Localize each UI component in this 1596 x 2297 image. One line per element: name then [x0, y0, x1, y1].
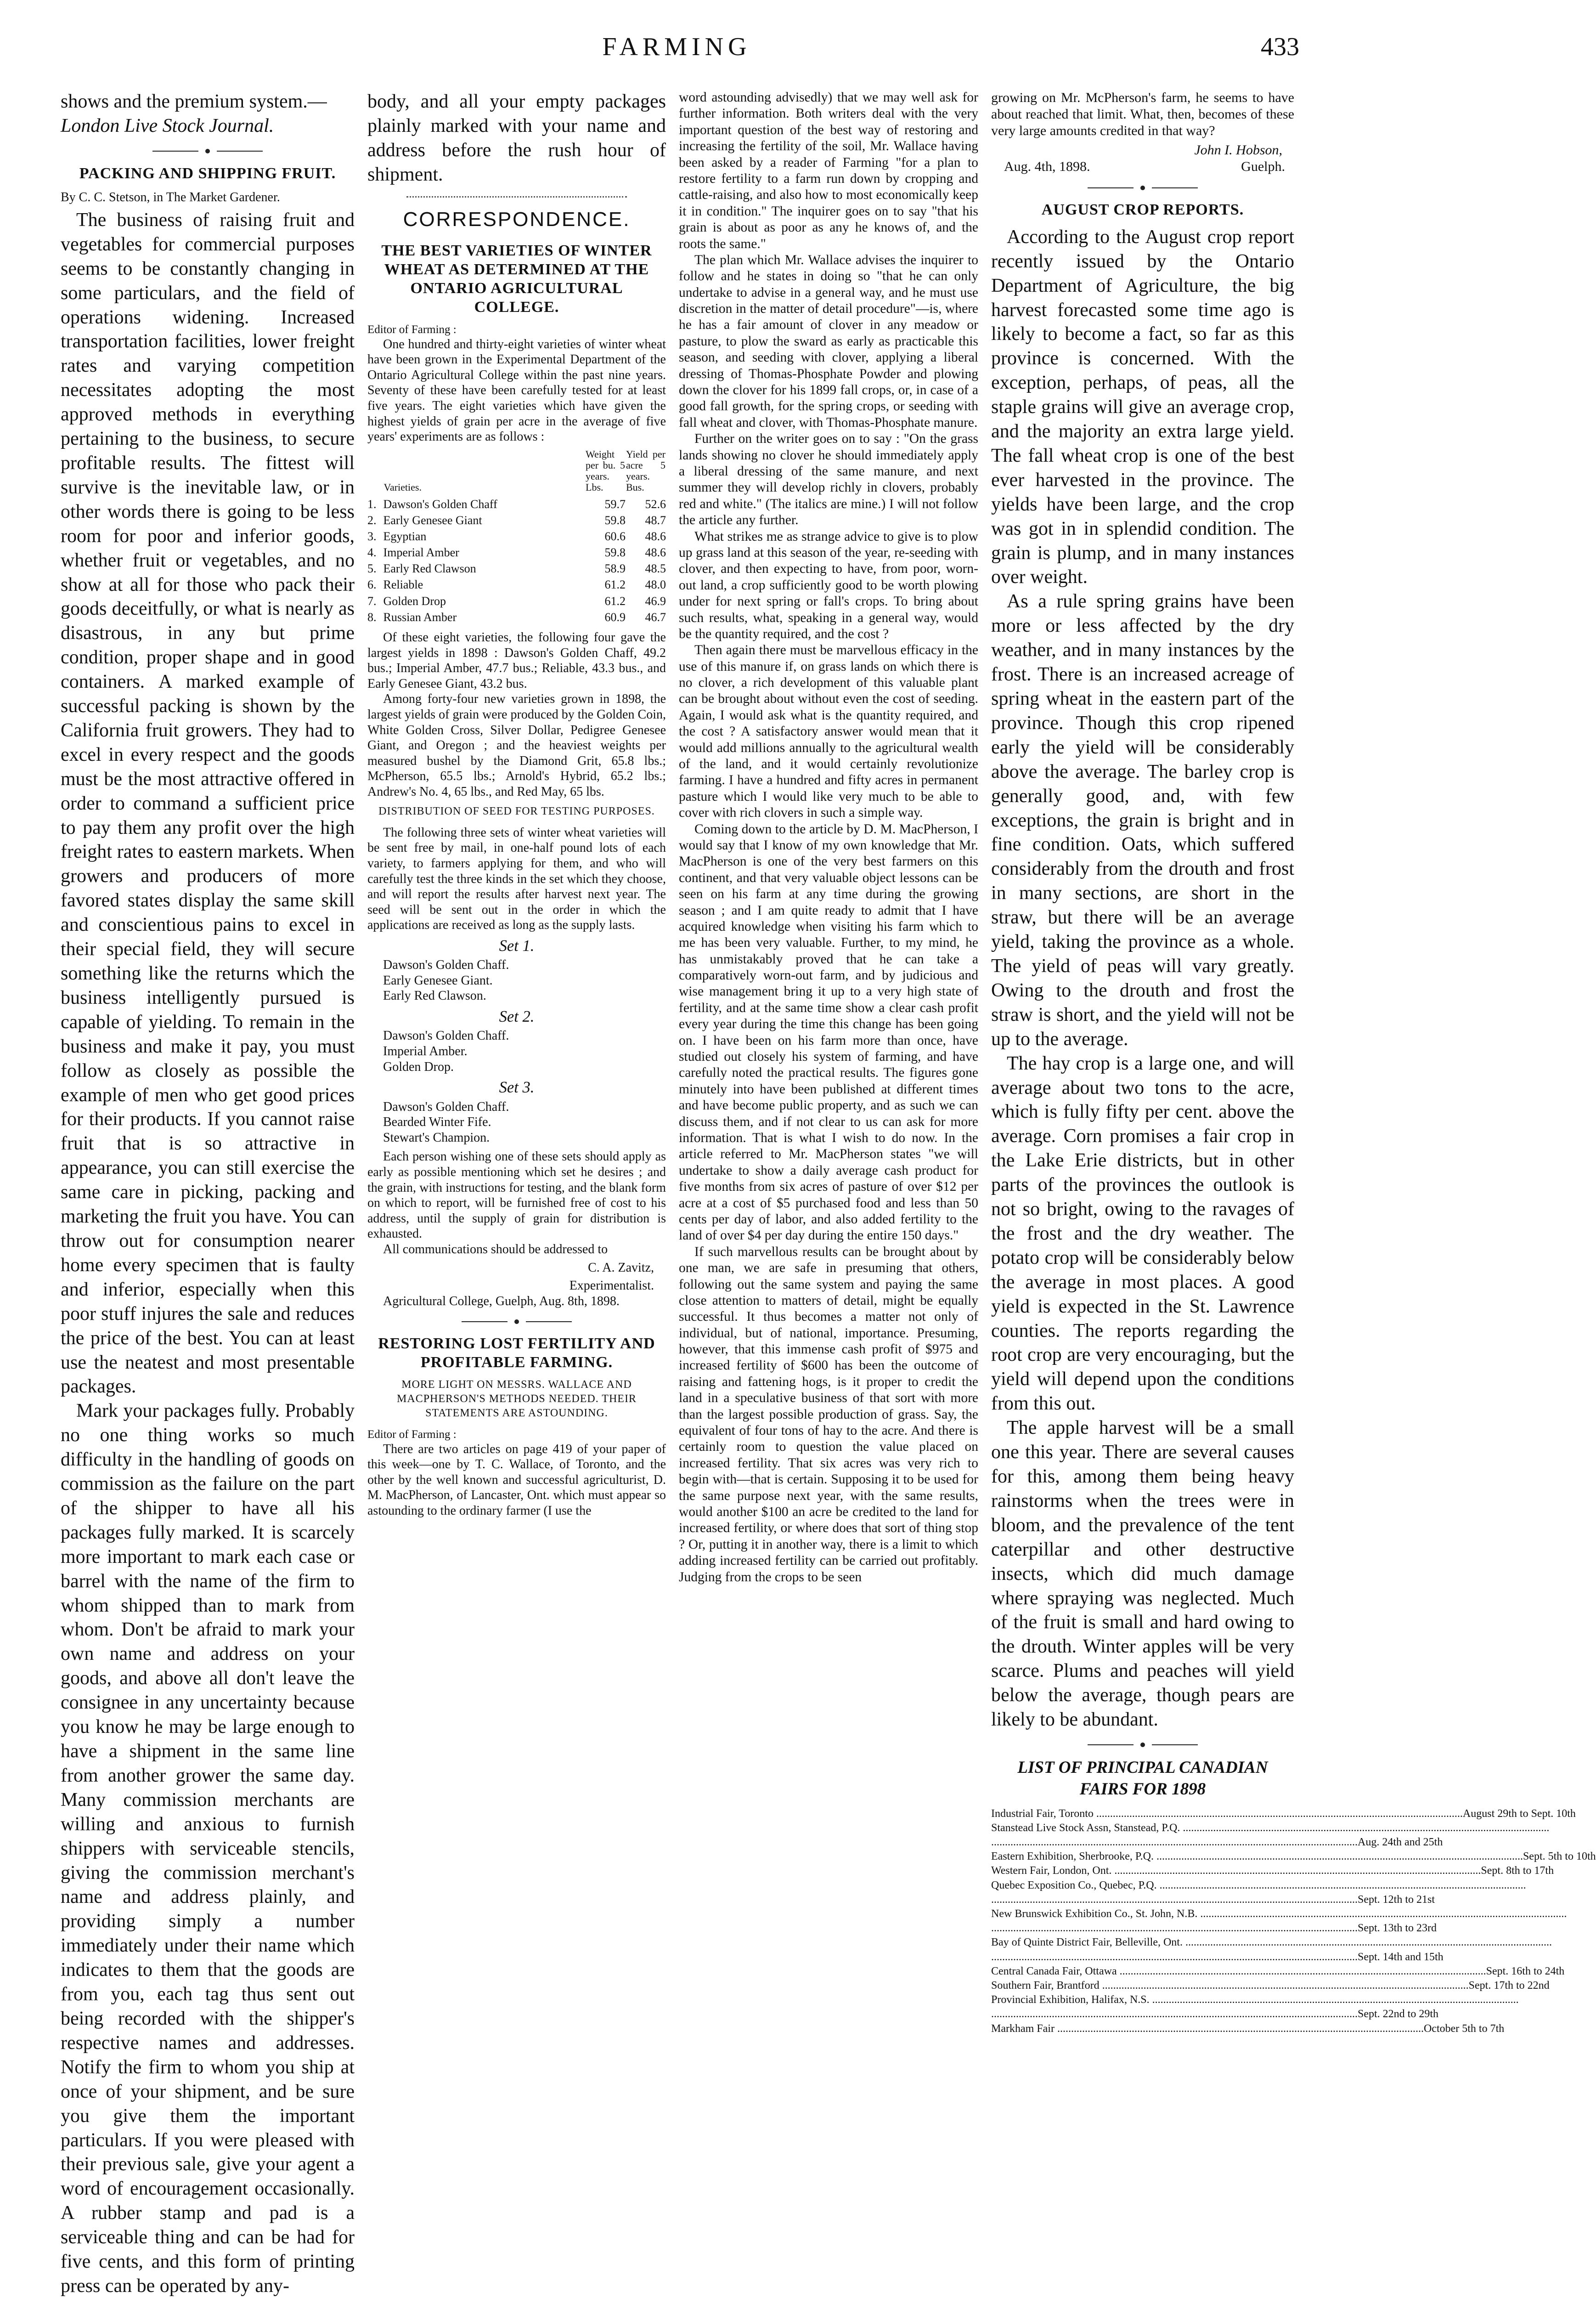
- list-item: [991, 1807, 1576, 1821]
- crop-report-body: [991, 225, 1294, 1732]
- table-row: [367, 512, 666, 528]
- column-3: [679, 90, 978, 1719]
- table-row: [367, 560, 666, 577]
- set-item: Dawson's Golden Chaff.: [383, 1029, 509, 1043]
- table-cell: 48.5: [645, 562, 666, 576]
- article-subtitle: MORE LIGHT ON MESSRS. WALLACE AND MACPHERSON'S METHODS NEEDED. THEIR STATEMENTS ARE ASTOUNDING.: [397, 1378, 637, 1420]
- fair-name: [991, 2007, 1358, 2021]
- table-cell: 48.7: [645, 513, 666, 527]
- intro-line: shows and the premium system.—: [61, 91, 327, 112]
- table-row: [367, 544, 666, 560]
- table-header: Yield per acre 5 years. Bus.: [626, 448, 665, 493]
- list-item: [991, 2007, 1439, 2021]
- fair-name: Quebec Exposition Co., Quebec, P.Q. .....: [991, 1878, 1526, 1893]
- article-paragraph: Of these eight varieties, the following four gave the largest yields in 1898 : Dawson's Golden Chaff, 49.2 bus.; Imperial Amber, 47.7 bus.; Reliable, 43.3 bus., and Early Genesee Giant, 43.2 bus.: [367, 630, 666, 691]
- signature-place: Guelph.: [1241, 159, 1285, 174]
- table-cell: 61.2: [604, 594, 626, 608]
- article-paragraph: Among forty-four new varieties grown in 1898, the largest yields of grain were produced by the Golden Coin, White Golden Cross, Silver Dollar, Pedigree Genesee Giant, and Oregon ; and the heaviest weights per measured bushel by the Diamond Grit, 65.8 lbs.; McPherson, 65.5 lbs.; Arnold's Hybrid, 65.2 lbs.; Andrew's No. 4, 65 lbs., and Red May, 65 lbs.: [367, 692, 666, 799]
- running-head: [0, 32, 1353, 69]
- table-cell: Imperial Amber: [383, 546, 459, 560]
- section-ornament: [1088, 185, 1198, 191]
- table-row: [367, 577, 666, 593]
- article-paragraph: There are two articles on page 419 of your paper of this week—one by T. C. Wallace, of Toronto, and the other by the well known and successful agriculturist, D. M. MacPherson, of Lancaster, Ont. which must appear so astounding to the ordinary farmer (I use the: [367, 1442, 666, 1518]
- list-item: [991, 1821, 1294, 1835]
- fair-name: Provincial Exhibition, Halifax, N.S. .....: [991, 1993, 1519, 2007]
- fair-name: Western Fair, London, Ont. .....: [991, 1864, 1481, 1878]
- table-cell: Russian Amber: [383, 610, 457, 624]
- table-row: [367, 609, 666, 625]
- signature-title: Experimentalist.: [569, 1279, 654, 1293]
- list-item: [991, 1935, 1294, 1950]
- article-paragraph: The business of raising fruit and vegetables for commercial purposes seems to be constantly changing in some particulars, and the field of operations widening. Increased transportation facilities, lower freight rates and varying competition necessitates adopting the most approved methods in everything pertaining to the business, to secure profitable results. The fittest will survive is the inevitable law, or in other words there is going to be less room for poor and inferior goods, whether fruit or vegetables, and no show at all for those who pack their goods deceitfully, or what is nearly as disastrous, in any but prime condition, proper shape and in good containers. A marked example of successful packing is shown by the California fruit growers. They had to excel in every respect and the goods must be the most attractive offered in order to command a sufficient price to pay them any profit over the high freight rates to eastern markets. When growers and producers of more favored states display the same skill and conscientious pains to excel in their special field, they will secure something like the returns which the business intelligently pursued is capable of yielding. To remain in the business and make it pay, you must follow as closely as possible the example of men who get good prices for their products. If you cannot raise fruit that is so attractive in appearance, you can still exercise the same care in picking, packing and marketing the fruit you have. You can throw out for consumption nearer home every specimen that is faulty and inferior, especially when this poor stuff injures the sale and reduces the price of the best. You can at least use the neatest and most presentable packages.: [61, 209, 355, 1397]
- list-item: [991, 1835, 1443, 1850]
- set-item: Bearded Winter Fife.: [383, 1115, 491, 1130]
- table-cell: 48.6: [645, 546, 666, 560]
- fair-dates: Sept. 13th to 23rd: [1358, 1922, 1437, 1935]
- table-cell: 5.: [367, 562, 377, 576]
- fair-name: [991, 1835, 1358, 1850]
- table-cell: 60.9: [604, 610, 626, 624]
- fair-name: [991, 1950, 1358, 1964]
- table-row: [367, 528, 666, 544]
- table-cell: 8.: [367, 610, 377, 624]
- fair-name: Markham Fair .....: [991, 2022, 1424, 2036]
- article-paragraph: Mark your packages fully. Probably no one thing works so much difficulty in the handling of goods on commission as the failure on the part of the shipper to have all his packages fully marked. It is scarcely more important to mark each case or barrel with the name of the firm to whom shipped than to mark from whom. Don't be afraid to mark your own name and address on your goods, and above all don't leave the consignee in any uncertainty because you know he may be large enough to have a shipment in the same line from another grower the same day. Many commission merchants are willing and anxious to furnish shippers with serviceable stencils, giving the commission merchant's name and address plainly, and providing simply a number immediately under their name which indicates to them that the goods are from you, each tag thus sent out being recorded with the shipper's respective names and addresses. Notify the firm to whom you ship at once of your shipment, and be sure you give them the important particulars. If you were pleased with their previous sale, give your agent a word of encouragement occasionally. A rubber stamp and pad is a serviceable thing and can be had for five cents, and this form of printing press can be operated by any-: [61, 1400, 355, 2297]
- table-cell: 6.: [367, 578, 377, 592]
- dateline: Agricultural College, Guelph, Aug. 8th, 1898.: [383, 1294, 620, 1308]
- fair-dates: Sept. 8th to 17th: [1481, 1865, 1554, 1877]
- table-cell: Early Genesee Giant: [383, 513, 482, 527]
- article-paragraph: Each person wishing one of these sets should apply as early as possible mentioning which set he desires ; and the grain, with instructions for testing, and the blank form on which to report, will be furnished free of cost to his address, until the supply of grain for distribution is exhausted.: [367, 1149, 666, 1241]
- article-title: PACKING AND SHIPPING FRUIT.: [79, 164, 336, 182]
- column-1: [61, 90, 355, 2297]
- running-title: FARMING: [602, 33, 751, 61]
- set-item: Dawson's Golden Chaff.: [383, 958, 509, 973]
- table-cell: 59.8: [604, 513, 626, 527]
- salutation: Editor of Farming :: [367, 1428, 457, 1441]
- fairs-list-title: LIST OF PRINCIPAL CANADIAN FAIRS FOR 1898: [1017, 1758, 1268, 1799]
- set-item: Early Red Clawson.: [383, 989, 486, 1003]
- signature-name: C. A. Zavitz,: [588, 1260, 654, 1275]
- article-paragraph: The apple harvest will be a small one this year. There are several causes for this, among them being heavy rainstorms when the trees were in bloom, and the prevalence of the tent caterpillar and other destructive insects, which did much damage where spraying was neglected. Much of the fruit is small and hard owing to the drouth. Winter apples will be very scarce. Plums and peaches will yield below the average, though pears are likely to be abundant.: [991, 1417, 1294, 1731]
- table-header: Weight per bu. 5 years. Lbs.: [586, 448, 625, 493]
- page-number: 433: [1261, 33, 1299, 61]
- salutation: Editor of Farming :: [367, 323, 457, 336]
- article-paragraph: All communications should be addressed to: [383, 1242, 608, 1256]
- fair-dates: Sept. 17th to 22nd: [1468, 1979, 1550, 1991]
- table-row: [367, 593, 666, 609]
- table-cell: 52.6: [645, 497, 666, 511]
- article-paragraph: Then again there must be marvellous efficacy in the use of this manure if, on grass lands on which there is no clover, a rich development of this valuable plant can be brought about without even the cost of seeding. Again, I would ask what is the quantity required, and the cost ? A satisfactory answer would mean that it would add millions annually to the agricultural wealth of the land, and it would certainly revolutionize farming. I have a hundred and fifty acres in permanent pasture which I would like very much to be able to cover with rich clovers in such a simple way.: [679, 643, 978, 820]
- table-cell: 4.: [367, 546, 377, 560]
- table-cell: 60.6: [604, 529, 626, 543]
- article-paragraph: Coming down to the article by D. M. MacPherson, I would say that I know of my own knowledge that Mr. MacPherson is one of the very best farmers on this continent, and that very valuable object lessons can be seen on his farm at any time during the growing season ; and I am quite ready to admit that I have acquired knowledge when visiting his farm which to me has been very valuable. Further, to my mind, he has unmistakably proved that he can take a comparatively worn-out farm, and by judicious and wise management bring it up to a very high state of fertility, and at the same time show a clear cash profit every year during the time this change has been going on. I have been on his farm more than once, have studied out closely his system of farming, and have carefully noted the practical results. The figures gone minutely into have been published at different times and have become public property, and as such we can discuss them, and if not clear to us can ask for more information. That is what I wish to do now. In the article referred to Mr. MacPherson states "we will undertake to show a daily average cash product for five months from six acres of pasture of over $12 per acre at a cost of $5 purchased food and less than 50 cents per day of labor, and also added fertility to the land of over $4 per day during the entire 150 days.": [679, 821, 978, 1243]
- list-item: [991, 1964, 1565, 1979]
- table-cell: 2.: [367, 513, 377, 527]
- article-paragraph: One hundred and thirty-eight varieties of winter wheat have been grown in the Experimental Department of the Ontario Agricultural College within the past nine years. Seventy of these have been carefully tested for at least five years. The eight varieties which have given the highest yields of grain per acre in the average of five years' experiments are as follows :: [367, 337, 666, 444]
- fairs-list: [991, 1807, 1596, 2036]
- list-item: [991, 1979, 1550, 1993]
- fair-name: Bay of Quinte District Fair, Belleville, Ont. .....: [991, 1935, 1552, 1950]
- subsection-title: DISTRIBUTION OF SEED FOR TESTING PURPOSES.: [378, 805, 655, 817]
- table-cell: Golden Drop: [383, 594, 446, 608]
- section-ornament: [462, 1319, 572, 1324]
- table-cell: Dawson's Golden Chaff: [383, 497, 497, 511]
- fair-dates: August 29th to Sept. 10th: [1462, 1807, 1576, 1820]
- fair-dates: October 5th to 7th: [1423, 2022, 1505, 2035]
- article-paragraph: If such marvellous results can be brought about by one man, we are safe in presuming that others, following out the same system and paying the same close attention to matters of detail, might be equally successful. It thus becomes a matter not only of individual, but of national, importance. Presuming, however, that this immense cash profit of $975 and increased fertility of $600 has been the outcome of raising and fattening hogs, is it proper to credit the land in a speculative business of that sort with more than the largest possible production of grass. Say, the equivalent of four tons of hay to the acre. And there is certainly room to question the value placed on increased fertility. That six acres was very rich to begin with—that is certain. Supposing it to be used for the same purpose next year, with the same results, would another $100 an acre be credited to the land for increased fertility, or where does that sort of thing stop ? Or, putting it in another way, there is a limit to which adding increased fertility can be carried out profitably. Judging from the crops to be seen: [679, 1244, 978, 1584]
- article-paragraph: As a rule spring grains have been more or less affected by the dry weather, and in many instances by the frost. There is an increased acreage of spring wheat in the eastern part of the province. Though this crop ripened early the yield will be considerably above the average. The barley crop is generally good, and, with few exceptions, the grain is bright and in fine condition. Oats, which suffered considerably from the drouth and frost in many sections, are short in the straw, but there will be an average yield, taking the province as a whole. The yield of peas will vary greatly. Owing to the drouth and frost the straw is short, and the yield will not be up to the average.: [991, 591, 1294, 1050]
- article-title: RESTORING LOST FERTILITY AND PROFITABLE FARMING.: [378, 1335, 655, 1371]
- fair-name: [991, 1921, 1358, 1935]
- article-title: AUGUST CROP REPORTS.: [1041, 201, 1244, 218]
- fair-name: [991, 1893, 1358, 1907]
- table-cell: 59.8: [604, 546, 626, 560]
- table-cell: Reliable: [383, 578, 423, 592]
- section-heading: CORRESPONDENCE.: [403, 208, 631, 231]
- fair-name: Southern Fair, Brantford .....: [991, 1979, 1469, 1993]
- list-item: [991, 1864, 1554, 1878]
- fair-dates: Sept. 12th to 21st: [1358, 1893, 1435, 1906]
- list-item: [991, 1921, 1437, 1935]
- table-cell: 46.7: [645, 610, 666, 624]
- set-label: Set 2.: [499, 1008, 535, 1026]
- set-item: Dawson's Golden Chaff.: [383, 1099, 509, 1114]
- list-item: [991, 1878, 1294, 1893]
- table-cell: 3.: [367, 529, 377, 543]
- table-cell: 48.6: [645, 529, 666, 543]
- set-label: Set 3.: [499, 1079, 535, 1097]
- set-item: Stewart's Champion.: [383, 1130, 490, 1145]
- list-item: [991, 1850, 1596, 1864]
- fair-dates: Sept. 14th and 15th: [1358, 1951, 1444, 1963]
- table-cell: 1.: [367, 497, 377, 511]
- table-cell: 61.2: [604, 578, 626, 592]
- article-paragraph: word astounding advisedly) that we may well ask for further information. Both writers deal with the very important question of the best way of restoring and increasing the fertility of the soil, Mr. Wallace having been asked by a reader of Farming "for a plan to restore fertility to a farm run down by cropping and cattle-raising, and also how to most economically keep it in condition." The inquirer goes on to say "that his grain is about as poor as any he knows of, and the roots the same.": [679, 90, 978, 251]
- table-cell: 7.: [367, 594, 377, 608]
- fair-dates: Aug. 24th and 25th: [1358, 1836, 1443, 1849]
- table-cell: Egyptian: [383, 529, 427, 543]
- table-cell: 59.7: [604, 497, 626, 511]
- signature-dateline: [991, 158, 1294, 175]
- list-item: [991, 1907, 1294, 1921]
- table-cell: 48.0: [645, 578, 666, 592]
- column-4: [991, 90, 1596, 2035]
- continuation-paragraph: body, and all your empty packages plainly marked with your name and address before the rush hour of shipment.: [367, 91, 666, 185]
- set-item: Imperial Amber.: [383, 1044, 468, 1059]
- signature-date: Aug. 4th, 1898.: [1004, 159, 1090, 174]
- set-item: Golden Drop.: [383, 1059, 454, 1074]
- fair-name: New Brunswick Exhibition Co., St. John, N.B. .....: [991, 1907, 1567, 1921]
- list-item: [991, 1993, 1294, 2007]
- continuation-paragraph: growing on Mr. McPherson's farm, he seems to have about reached that limit. What, then, becomes of these very large amounts credited in that way?: [991, 90, 1294, 138]
- column-2: [367, 90, 666, 1719]
- signature: John I. Hobson,: [1194, 142, 1282, 158]
- dotted-divider: [406, 196, 627, 198]
- fair-dates: Sept. 22nd to 29th: [1358, 2008, 1439, 2020]
- article-title: THE BEST VARIETIES OF WINTER WHEAT AS DETERMINED AT THE ONTARIO AGRICULTURAL COLLEGE.: [381, 242, 652, 316]
- article-paragraph: What strikes me as strange advice to give is to plow up grass land at this season of the year, re-seeding with clover, and then expecting to have, from poor, worn-out land, a crop sufficiently good to be worth plowing under for next spring or fall's crops. To bring about such results, what, speaking in a general way, would be the quantity required, and the cost ?: [679, 529, 978, 641]
- article-byline: By C. C. Stetson, in The Market Gardener.: [61, 190, 280, 204]
- table-header: Varieties.: [383, 481, 422, 493]
- table-cell: 46.9: [645, 594, 666, 608]
- section-ornament: [1088, 1742, 1198, 1748]
- fair-name: Eastern Exhibition, Sherbrooke, P.Q. .....: [991, 1850, 1523, 1864]
- fair-dates: Sept. 16th to 24th: [1486, 1965, 1565, 1977]
- article-paragraph: The following three sets of winter wheat varieties will be sent free by mail, in one-half pound lots of each variety, to farmers applying for them, and who will carefully test the three kinds in the set which they choose, and will report the results after harvest next year. The seed will be sent out in the order in which the applications are received as long as the supply lasts.: [367, 825, 666, 933]
- list-item: [991, 1950, 1444, 1964]
- fair-name: Stanstead Live Stock Assn, Stanstead, P.Q. .....: [991, 1821, 1549, 1835]
- table-row: [367, 496, 666, 512]
- set-item: Early Genesee Giant.: [383, 973, 493, 988]
- wheat-varieties-table: [367, 448, 666, 625]
- article-paragraph: The hay crop is a large one, and will average about two tons to the acre, which is fully fifty per cent. above the average. Corn promises a fair crop in the Lake Erie districts, but in other parts of the provinces the outlook is not so bright, owing to the ravages of the frost and the dry weather. The potato crop will be considerably below the average in most places. A good yield is expected in the St. Lawrence counties. The reports regarding the root crop are very encouraging, but the yield will depend upon the conditions from this out.: [991, 1052, 1294, 1414]
- list-item: [991, 1893, 1435, 1907]
- table-cell: Early Red Clawson: [383, 562, 476, 576]
- article-paragraph: Further on the writer goes on to say : "On the grass lands showing no clover he should immediately apply a liberal dressing of the same manure, and next summer they will develop richly in clovers, probably red and white." (The italics are mine.) I will not follow the article any further.: [679, 431, 978, 528]
- list-item: [991, 2022, 1505, 2036]
- set-label: Set 1.: [499, 937, 535, 955]
- intro-source: London Live Stock Journal.: [61, 115, 274, 136]
- article-paragraph: According to the August crop report recently issued by the Ontario Department of Agriculture, the big harvest forecasted some time ago is likely to become a fact, so far as this province is concerned. With the exception, perhaps, of peas, all the staple grains will give an average crop, and the majority an extra large yield. The fall wheat crop is one of the best ever harvested in the province. The yields have been large, and the crop was got in in splendid condition. The grain is plump, and in many instances over weight.: [991, 226, 1294, 588]
- fair-name: Central Canada Fair, Ottawa .....: [991, 1964, 1486, 1979]
- table-cell: 58.9: [604, 562, 626, 576]
- article-paragraph: The plan which Mr. Wallace advises the inquirer to follow and he states in doing so "that he can only undertake to advise in a general way, and he must use discretion in the matter of detail procedure"—is, where he has a fair amount of clover in any meadow or pasture, to plow the sward as early as practicable this season, and seeding with clover, applying a liberal dressing of Thomas-Phosphate Powder and plowing down the clover for his 1899 fall crops, or, in case of a good fall growth, for the spring crops, or seeding with fall wheat and clover, with Thomas-Phosphate manure.: [679, 252, 978, 430]
- fair-name: Industrial Fair, Toronto .....: [991, 1807, 1463, 1821]
- section-ornament: [152, 148, 263, 154]
- fair-dates: Sept. 5th to 10th: [1523, 1850, 1596, 1863]
